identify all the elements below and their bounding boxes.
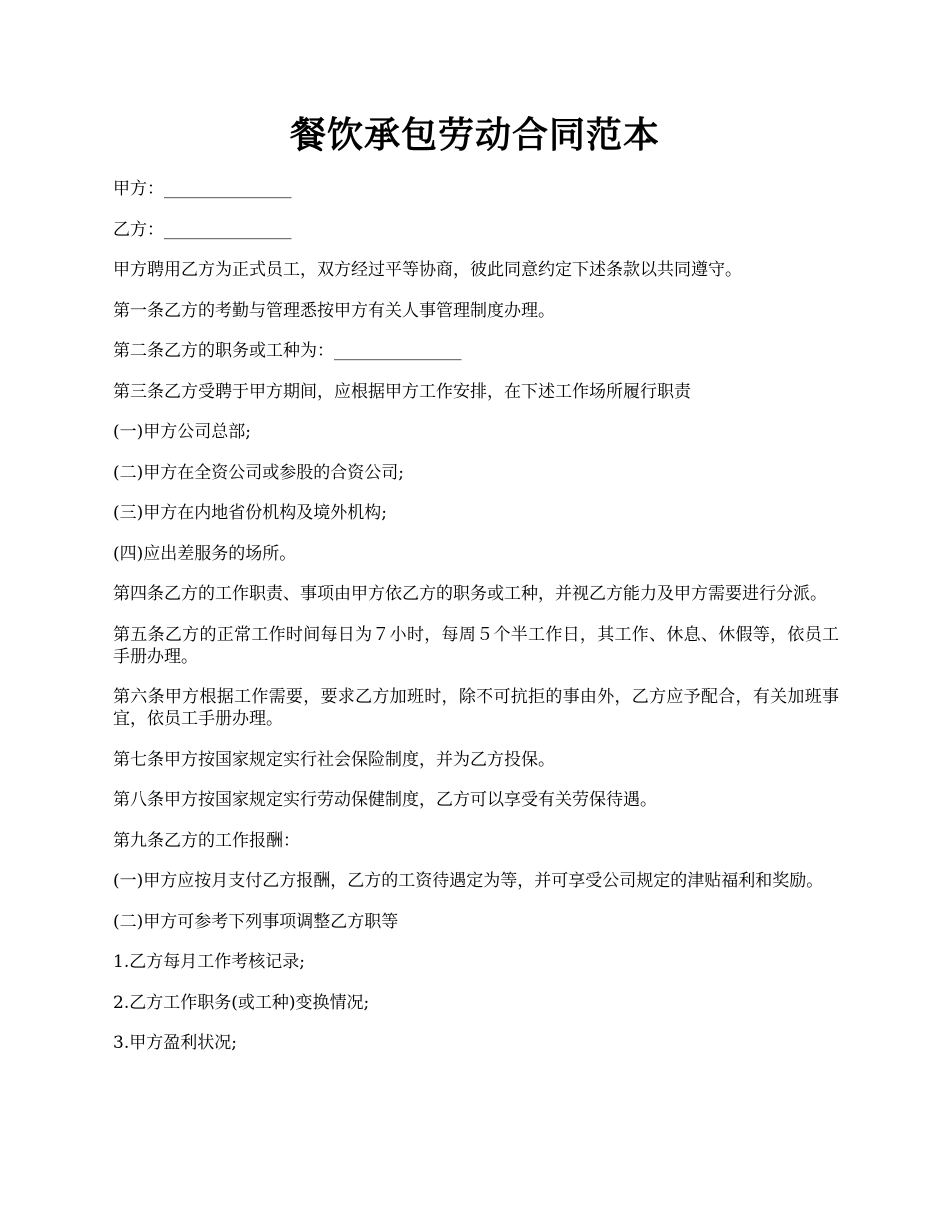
document-body <box>113 178 839 1073</box>
clause-7: 第七条甲方按国家规定实行社会保险制度，并为乙方投保。 <box>113 749 555 770</box>
clause-9-item-2: (二)甲方可参考下列事项调整乙方职等 <box>113 911 399 932</box>
clause-3-item-4: (四)应出差服务的场所。 <box>113 543 297 564</box>
party-a-line: 甲方：_______________ <box>113 179 292 199</box>
clause-6: 第六条甲方根据工作需要，要求乙方加班时，除不可抗拒的事由外，乙方应予配合，有关加班事宜，依员工手册办理。 <box>113 687 839 729</box>
clause-1: 第一条乙方的考勤与管理悉按甲方有关人事管理制度办理。 <box>113 300 555 321</box>
clause-4: 第四条乙方的工作职责、事项由甲方依乙方的职务或工种，并视乙方能力及甲方需要进行分派。 <box>113 584 827 604</box>
clause-9-item-1: (一)甲方应按月支付乙方报酬，乙方的工资待遇定为等，并可享受公司规定的津贴福利和奖励。 <box>113 871 824 891</box>
clause-9: 第九条乙方的工作报酬： <box>113 830 300 851</box>
document-title: 餐饮承包劳动合同范本 <box>289 114 660 156</box>
adjustment-factor-3: 3.甲方盈利状况; <box>113 1033 237 1053</box>
clause-8: 第八条甲方按国家规定实行劳动保健制度，乙方可以享受有关劳保待遇。 <box>113 790 657 810</box>
clause-5: 第五条乙方的正常工作时间每日为７小时，每周５个半工作日，其工作、休息、休假等，依员工手册办理。 <box>113 624 839 667</box>
adjustment-factor-2: 2.乙方工作职务(或工种)变换情况; <box>113 992 370 1013</box>
clause-3-item-2: (二)甲方在全资公司或参股的合资公司; <box>113 462 404 483</box>
clause-2: 第二条乙方的职务或工种为：_______________ <box>113 341 462 361</box>
clause-3-item-3: (三)甲方在内地省份机构及境外机构; <box>113 503 387 523</box>
clause-3: 第三条乙方受聘于甲方期间，应根据甲方工作安排，在下述工作场所履行职责 <box>113 381 691 402</box>
clause-3-item-1: (一)甲方公司总部; <box>113 422 251 442</box>
party-b-line: 乙方：_______________ <box>113 219 292 240</box>
preamble-paragraph: 甲方聘用乙方为正式员工，双方经过平等协商，彼此同意约定下述条款以共同遵守。 <box>113 260 742 280</box>
adjustment-factor-1: 1.乙方每月工作考核记录; <box>113 952 305 972</box>
